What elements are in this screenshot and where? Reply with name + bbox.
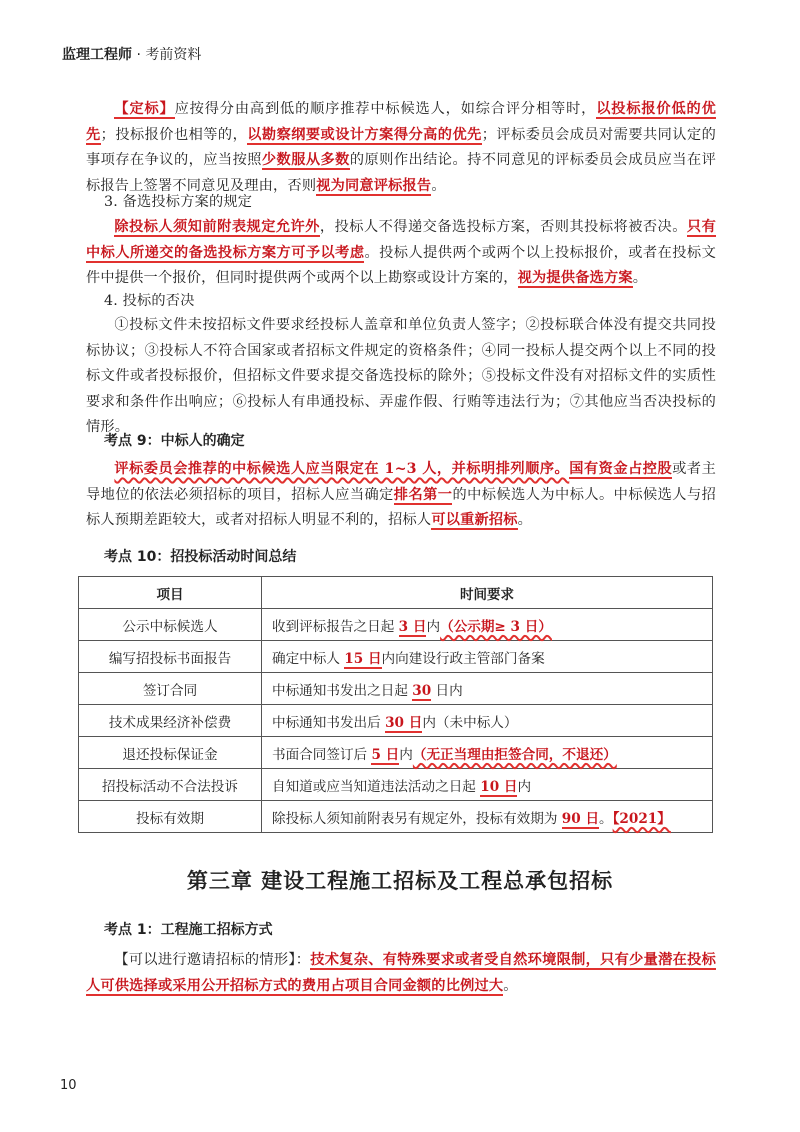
text-run: 。 <box>431 177 446 194</box>
table-header-time: 时间要求 <box>262 577 713 609</box>
highlight-run: 只有中标人所递交的备选投标方案方可予以考虑 <box>86 219 716 261</box>
text-run: 。 <box>517 512 533 529</box>
highlight-run: 10 日 <box>480 778 518 795</box>
chapter-title: 第三章 建设工程施工招标及工程总承包招标 <box>186 868 614 893</box>
highlight-run: 5 日 <box>371 746 400 763</box>
text-run: 除投标人须知前附表另有规定外，投标有效期为 <box>272 810 562 827</box>
table-cell-time <box>262 705 713 737</box>
text-run: 书面合同签订后 <box>272 746 372 763</box>
table-cell-item: 公示中标候选人 <box>79 609 262 641</box>
highlight-run: 除投标人须知前附表规定允许外 <box>114 219 320 235</box>
text-run: 内向建设行政主管部门备案 <box>381 650 545 667</box>
kaodian-9-title: 考点 9：中标人的确定 <box>104 433 245 449</box>
paragraph-zhong-biao-ren <box>86 457 716 534</box>
paragraph-ding-biao <box>86 97 716 199</box>
table-cell-time <box>262 801 713 833</box>
highlight-run: 排名第一 <box>393 486 453 503</box>
highlight-run: 以投标报价低的优先 <box>86 101 716 143</box>
highlight-run: 15 日 <box>344 650 382 667</box>
text-run: 。 <box>599 810 613 827</box>
text-run: 。 <box>503 977 518 994</box>
text-run: 。投标人提供两个或两个以上投标报价，或者在投标文件中提供一个报价，但同时提供两个或两个以上勘察或设计方案的， <box>86 244 716 287</box>
highlight-run: （公示期≥ 3 日） <box>440 618 552 635</box>
text-run: 【可以进行邀请招标的情形】 <box>114 952 296 968</box>
kaodian-10-title: 考点 10：招投标活动时间总结 <box>104 549 297 565</box>
table-row <box>79 737 713 769</box>
highlight-run: 【2021】 <box>612 810 671 827</box>
time-summary-table <box>78 576 713 833</box>
table-cell-item: 编写招投标书面报告 <box>79 641 262 673</box>
header-separator: · <box>136 47 141 63</box>
table-cell-item: 签订合同 <box>79 673 262 705</box>
text-run: 的中标候选人为中标人。中标候选人与招标人预期差距较大，或者对招标人明显不利的，招标人 <box>86 486 716 529</box>
kaodian-1-title: 考点 1：工程施工招标方式 <box>104 922 273 938</box>
text-run: 日内 <box>431 682 463 699</box>
section-4-heading: 4. 投标的否决 <box>104 293 195 309</box>
text-run: 收到评标报告之日起 <box>272 618 399 635</box>
text-run: 内 <box>517 778 532 795</box>
highlight-run: 技术复杂、有特殊要求或者受自然环境限制，只有少量潜在投标人可供选择或采用公开招标方式的费用占项目合同金额的比例过大 <box>86 952 716 994</box>
table-cell-item: 技术成果经济补偿费 <box>79 705 262 737</box>
table-row <box>79 609 713 641</box>
text-run: ，投标人不得递交备选投标方案，否则其投标将被否决。 <box>319 219 687 235</box>
table-cell-time <box>262 737 713 769</box>
text-run: 中标通知书发出后 <box>272 714 386 731</box>
text-run: 内（未中标人） <box>422 714 518 731</box>
paragraph-yao-qing-zhao-biao <box>86 948 716 999</box>
table-cell-time <box>262 769 713 801</box>
header-book-title: 监理工程师 <box>62 47 132 63</box>
text-run: 内 <box>399 746 413 763</box>
highlight-run: 以勘察纲要或设计方案得分高的优先 <box>247 126 482 143</box>
text-run: 中标通知书发出之日起 <box>272 682 413 699</box>
text-run: ；评标委员会成员对需要共同认定的事项存在争议的，应当按照 <box>86 126 717 169</box>
header-subtitle: 考前资料 <box>145 47 202 63</box>
text-run: 确定中标人 <box>272 650 345 667</box>
section-3-heading: 3. 备选投标方案的规定 <box>104 194 253 210</box>
text-run: 自知道或应当知道违法活动之日起 <box>272 778 481 795</box>
highlight-run: 评标委员会推荐的中标候选人应当限定在 1~3 人，并标明排列顺序。 <box>114 461 570 477</box>
highlight-run: 90 日 <box>561 810 600 827</box>
table-header-row <box>79 577 713 609</box>
text-run: 。 <box>632 270 648 287</box>
table-cell-time <box>262 673 713 705</box>
highlight-run: 国有资金占控股 <box>569 461 673 477</box>
text-run: ： <box>295 952 311 968</box>
highlight-run: 少数服从多数 <box>261 152 350 169</box>
page-header <box>62 44 201 64</box>
paragraph-fou-jue: ①投标文件未按招标文件要求经投标人盖章和单位负责人签字；②投标联合体没有提交共同投标协议；③投标人不符合国家或者招标文件规定的资格条件；④同一投标人提交两个以上不同的投标文件或者投标报价，但招标文件要求提交备选投标的除外；⑤投标文件没有对招标文件的实质性要求和条件作出响应；⑥投标人有串通投标、弄虚作假、行贿等违法行为；⑦其他应当否决投标的情形。 <box>86 317 716 436</box>
text-run: 应按得分由高到低的顺序推荐中标候选人，如综合评分相等时， <box>174 101 597 117</box>
table-row <box>79 673 713 705</box>
ding-biao-tag: 【定标】 <box>114 101 175 117</box>
table-row <box>79 641 713 673</box>
table-cell-item: 退还投标保证金 <box>79 737 262 769</box>
table-cell-time <box>262 609 713 641</box>
highlight-run: 可以重新招标 <box>431 512 518 529</box>
highlight-run: 30 <box>412 682 432 699</box>
table-row <box>79 705 713 737</box>
table-row <box>79 769 713 801</box>
table-cell-item: 投标有效期 <box>79 801 262 833</box>
highlight-run: （无正当理由拒签合同，不退还） <box>412 746 617 763</box>
highlight-run: 视为提供备选方案 <box>517 270 633 287</box>
text-run: 的原则作出结论。持不同意见的评标委员会成员应当在评标报告上签署不同意见及理由，否则 <box>86 152 716 194</box>
text-run: 或者主导地位的依法必须招标的项目，招标人应当确定 <box>86 461 716 503</box>
text-run: ；投标报价也相等的， <box>100 126 248 143</box>
page-number: 10 <box>60 1078 77 1093</box>
table-header-item: 项目 <box>79 577 262 609</box>
highlight-run: 30 日 <box>385 714 423 731</box>
table-cell-item: 招投标活动不合法投诉 <box>79 769 262 801</box>
highlight-run: 3 日 <box>398 618 427 635</box>
paragraph-bei-xuan <box>86 215 716 292</box>
table-row <box>79 801 713 833</box>
table-cell-time <box>262 641 713 673</box>
highlight-run: 视为同意评标报告 <box>316 177 432 194</box>
text-run: 内 <box>426 618 441 635</box>
